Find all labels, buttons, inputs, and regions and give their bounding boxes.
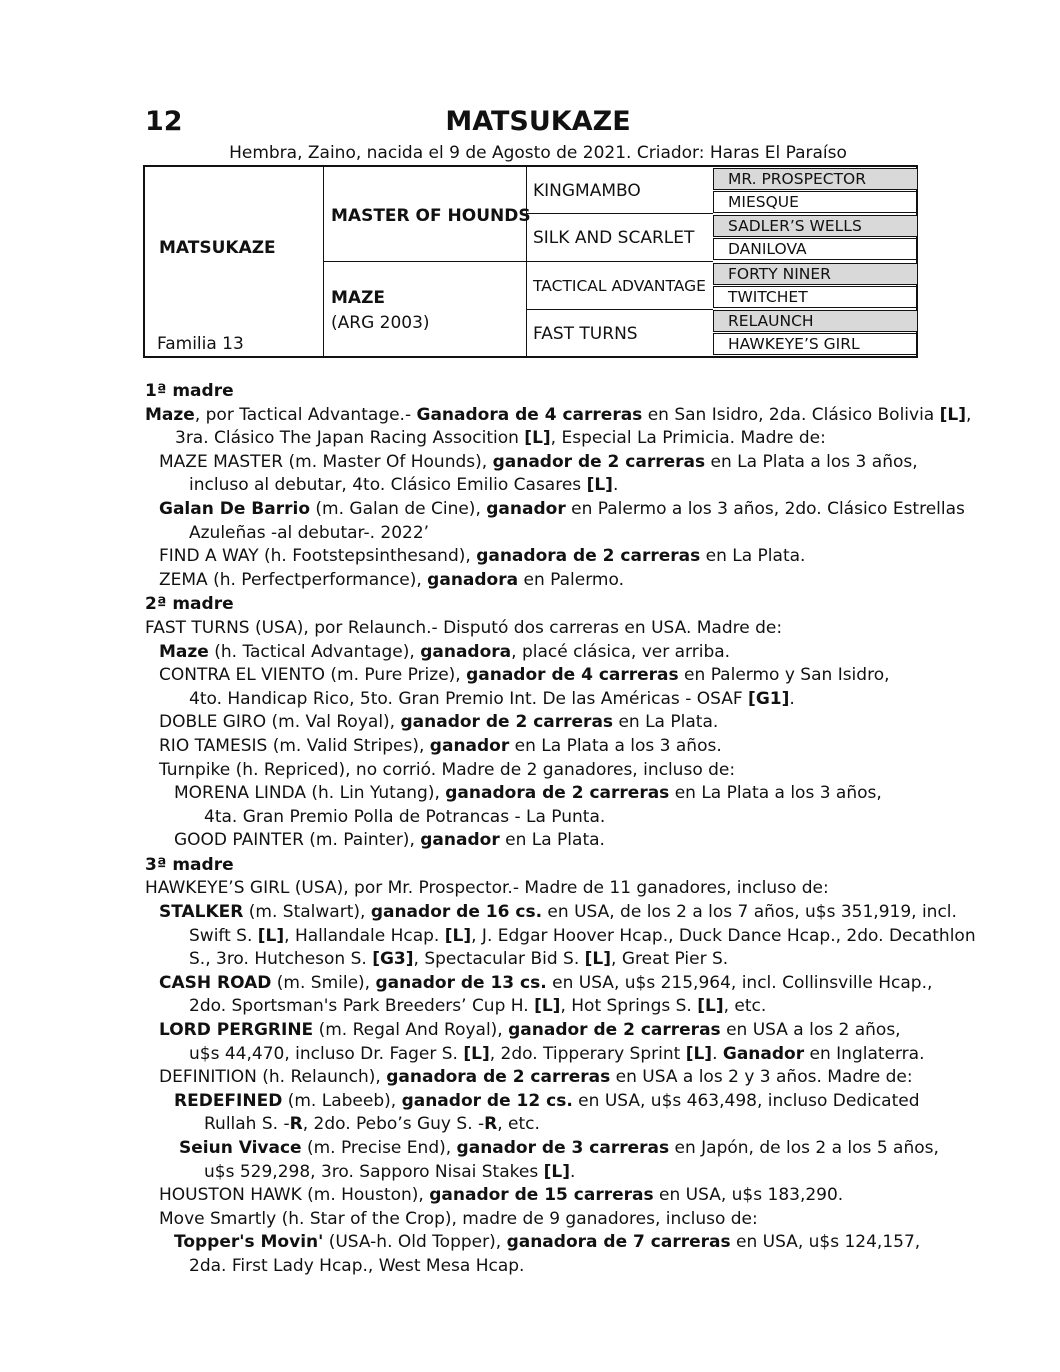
record-line: LORD PERGRINE (m. Regal And Royal), ganador de 2 carreras en USA a los 2 años, — [159, 1020, 901, 1041]
pedigree-ggp-8: HAWKEYE’S GIRL — [713, 333, 918, 355]
record-line: S., 3ro. Hutcheson S. [G3], Spectacular Bid S. [L], Great Pier S. — [189, 949, 729, 970]
record-line: Azuleñas -al debutar-. 2022’ — [189, 522, 430, 543]
record-line: CONTRA EL VIENTO (m. Pure Prize), ganador de 4 carreras en Palermo y San Isidro, — [159, 665, 890, 686]
record-line: Turnpike (h. Repriced), no corrió. Madre de 2 ganadores, incluso de: — [159, 759, 736, 780]
pedigree-dam: MAZE — [331, 288, 386, 308]
record-line: CASH ROAD (m. Smile), ganador de 13 cs. en USA, u$s 215,964, incl. Collinsville Hcap., — [159, 972, 933, 993]
record-line: Maze, por Tactical Advantage.- Ganadora de 4 carreras en San Isidro, 2da. Clásico Bolivia [L], — [145, 404, 972, 425]
record-line: 3ra. Clásico The Japan Racing Assocition [L], Especial La Primicia. Madre de: — [175, 428, 826, 449]
record-line: Topper's Movin' (USA-h. Old Topper), ganadora de 7 carreras en USA, u$s 124,157, — [174, 1232, 921, 1253]
record-line: Galan De Barrio (m. Galan de Cine), ganador en Palermo a los 3 años, 2do. Clásico Estrellas — [159, 498, 965, 519]
record-line: 2do. Sportsman's Park Breeders’ Cup H. [L], Hot Springs S. [L], etc. — [189, 996, 767, 1017]
pedigree-sire-dam: SILK AND SCARLET — [533, 228, 695, 248]
pedigree-ggp-2: MIESQUE — [713, 191, 918, 213]
pedigree-ggp-4: DANILOVA — [713, 238, 918, 260]
record-line: DEFINITION (h. Relaunch), ganadora de 2 carreras en USA a los 2 y 3 años. Madre de: — [159, 1067, 913, 1088]
record-line: incluso al debutar, 4to. Clásico Emilio Casares [L]. — [189, 475, 619, 496]
record-line: ZEMA (h. Perfectperformance), ganadora en Palermo. — [159, 569, 624, 590]
record-line: Maze (h. Tactical Advantage), ganadora, placé clásica, ver arriba. — [159, 641, 731, 662]
record-line: HOUSTON HAWK (m. Houston), ganador de 15 carreras en USA, u$s 183,290. — [159, 1185, 844, 1206]
record-line: FAST TURNS (USA), por Relaunch.- Disputó dos carreras en USA. Madre de: — [145, 617, 783, 638]
record-line: Rullah S. -R, 2do. Pebo’s Guy S. -R, etc. — [204, 1114, 540, 1135]
record-line: 4to. Handicap Rico, 5to. Gran Premio Int. De las Américas - OSAF [G1]. — [189, 688, 795, 709]
lot-number: 12 — [145, 106, 183, 137]
record-line: Seiun Vivace (m. Precise End), ganador de 3 carreras en Japón, de los 2 a los 5 años, — [179, 1138, 939, 1158]
pedigree-ggp-3: SADLER’S WELLS — [713, 215, 918, 237]
record-line: FIND A WAY (h. Footstepsinthesand), ganadora de 2 carreras en La Plata. — [159, 546, 806, 567]
pedigree-family: Familia 13 — [157, 334, 244, 354]
section-heading-3: 3ª madre — [145, 854, 234, 875]
section-heading-2: 2ª madre — [145, 594, 234, 615]
record-line: 2da. First Lady Hcap., West Mesa Hcap. — [189, 1255, 525, 1276]
record-line: REDEFINED (m. Labeeb), ganador de 12 cs. en USA, u$s 463,498, incluso Dedicated — [174, 1090, 920, 1111]
pedigree-dam-sire: TACTICAL ADVANTAGE — [533, 277, 706, 295]
record-line: DOBLE GIRO (m. Val Royal), ganador de 2 carreras en La Plata. — [159, 712, 719, 733]
pedigree-horse: MATSUKAZE — [159, 238, 276, 258]
record-line: u$s 44,470, incluso Dr. Fager S. [L], 2do. Tipperary Sprint [L]. Ganador en Inglaterra. — [189, 1043, 925, 1064]
pedigree-ggp-1: MR. PROSPECTOR — [713, 168, 918, 190]
record-line: Swift S. [L], Hallandale Hcap. [L], J. Edgar Hoover Hcap., Duck Dance Hcap., 2do. Decathlon — [189, 925, 976, 946]
record-line: 4ta. Gran Premio Polla de Potrancas - La Punta. — [204, 806, 606, 827]
pedigree-ggp-5: FORTY NINER — [713, 263, 918, 285]
record-line: RIO TAMESIS (m. Valid Stripes), ganador en La Plata a los 3 años. — [159, 735, 722, 756]
pedigree-dam-dam: FAST TURNS — [533, 324, 638, 344]
record-line: HAWKEYE’S GIRL (USA), por Mr. Prospector.- Madre de 11 ganadores, incluso de: — [145, 878, 829, 899]
horse-subtitle: Hembra, Zaino, nacida el 9 de Agosto de 2021. Criador: Haras El Paraíso — [229, 143, 847, 163]
pedigree-ggp-7: RELAUNCH — [713, 310, 918, 332]
record-line: MORENA LINDA (h. Lin Yutang), ganadora de 2 carreras en La Plata a los 3 años, — [174, 783, 882, 804]
record-line: STALKER (m. Stalwart), ganador de 16 cs. en USA, de los 2 a los 7 años, u$s 351,919, incl. — [159, 902, 957, 923]
section-heading-1: 1ª madre — [145, 381, 234, 401]
pedigree-table — [143, 165, 918, 358]
horse-name-title: MATSUKAZE — [445, 106, 631, 137]
produce-record — [145, 380, 976, 1279]
pedigree-ggp-6: TWITCHET — [713, 286, 918, 308]
pedigree-sire: MASTER OF HOUNDS — [331, 206, 531, 226]
pedigree-dam-note: (ARG 2003) — [331, 313, 430, 333]
record-line: MAZE MASTER (m. Master Of Hounds), ganador de 2 carreras en La Plata a los 3 años, — [159, 451, 918, 472]
record-line: GOOD PAINTER (m. Painter), ganador en La Plata. — [174, 830, 605, 851]
pedigree-sire-sire: KINGMAMBO — [533, 181, 641, 201]
record-line: u$s 529,298, 3ro. Sapporo Nisai Stakes [L]. — [204, 1161, 576, 1182]
record-line: Move Smartly (h. Star of the Crop), madre de 9 ganadores, incluso de: — [159, 1208, 758, 1229]
